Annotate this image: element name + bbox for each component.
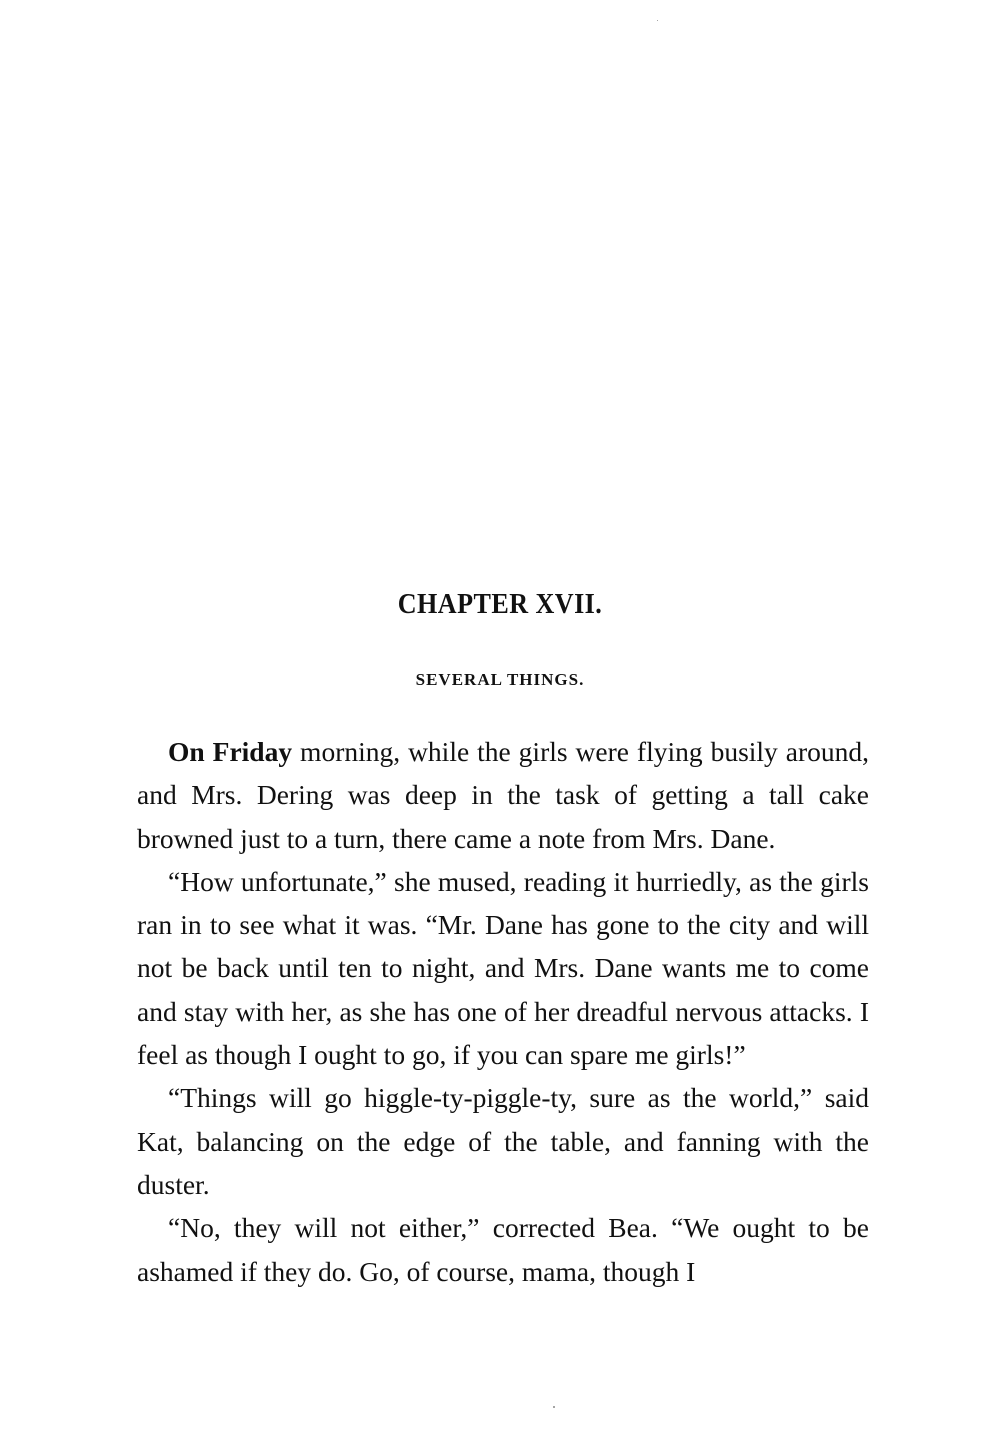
paragraph-text: morning, while the girls were flying busily around, and Mrs. Dering was deep in the task of getting a tall cake browned just to a turn, there came a note from Mrs. Dane.: [137, 736, 869, 854]
scan-speck: [657, 20, 658, 21]
paragraph-text: “Things will go higgle-ty-piggle-ty, sure as the world,” said Kat, balancing on the edge of the table, and fanning with the duster.: [137, 1082, 869, 1200]
paragraph-text: “No, they will not either,” corrected Bea. “We ought to be ashamed if they do. Go, of course, mama, though I: [137, 1212, 869, 1287]
paragraph-1: [137, 730, 869, 860]
scan-speck: [553, 1406, 555, 1408]
paragraph-2: [137, 860, 869, 1076]
paragraph-lead: On Friday: [168, 736, 293, 767]
chapter-subtitle: SEVERAL THINGS.: [415, 670, 585, 689]
paragraph-text: “How unfortunate,” she mused, reading it hurriedly, as the girls ran in to see what it was. “Mr. Dane has gone to the city and will not be back until ten to night, and Mrs. Dane wants me to come and stay with her, as she has one of her dreadful nervous attacks. I feel as though I ought to go, if you can spare me girls!”: [137, 865, 869, 1071]
body-text: [137, 730, 869, 1293]
chapter-title: CHAPTER XVII.: [397, 588, 603, 620]
paragraph-3: [137, 1076, 869, 1206]
paragraph-4: [137, 1206, 869, 1293]
